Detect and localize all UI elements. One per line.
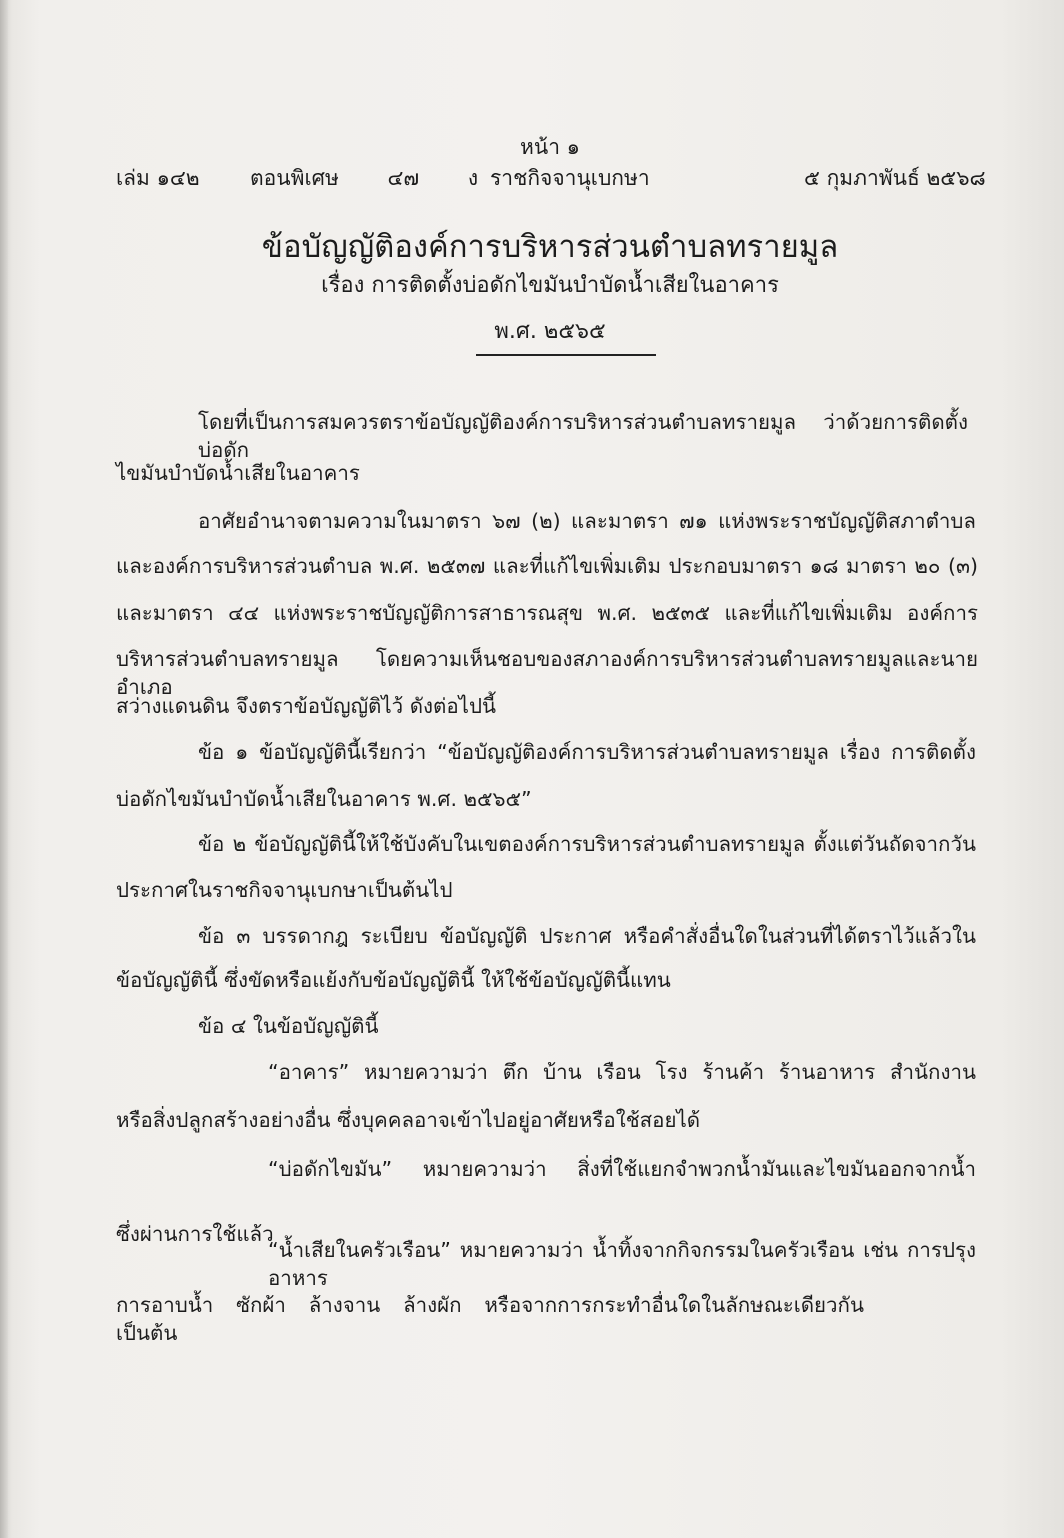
body-line: หรือสิ่งปลูกสร้างอย่างอื่น ซึ่งบุคคลอาจเข้าไปอยู่อาศัยหรือใช้สอยได้ [116,1108,701,1132]
body-line: อาศัยอำนาจตามความในมาตรา ๖๗ (๒) และมาตรา ๗๑ แห่งพระราชบัญญัติสภาตำบล [198,509,976,533]
body-line: สว่างแดนดิน จึงตราข้อบัญญัติไว้ ดังต่อไปนี้ [116,694,496,718]
document-title: ข้อบัญญัติองค์การบริหารส่วนตำบลทรายมูล [261,229,839,265]
body-line: และมาตรา ๔๔ แห่งพระราชบัญญัติการสาธารณสุข พ.ศ. ๒๕๓๕ และที่แก้ไขเพิ่มเติม องค์การ [116,601,978,625]
body-line: ข้อ ๑ ข้อบัญญัตินี้เรียกว่า “ข้อบัญญัติองค์การบริหารส่วนตำบลทรายมูล เรื่อง การติดตั้ง [198,740,976,764]
title-divider [476,354,656,356]
body-line: บ่อดักไขมันบำบัดน้ำเสียในอาคาร พ.ศ. ๒๕๖๕” [116,787,532,811]
body-line: ข้อ ๒ ข้อบัญญัตินี้ให้ใช้บังคับในเขตองค์การบริหารส่วนตำบลทรายมูล ตั้งแต่วันถัดจากวัน [198,832,976,856]
body-line: “อาคาร” หมายความว่า ตึก บ้าน เรือน โรง ร้านค้า ร้านอาหาร สำนักงาน [268,1060,976,1084]
body-line: ข้อ ๔ ในข้อบัญญัตินี้ [198,1014,379,1038]
document-subtitle: เรื่อง การติดตั้งบ่อดักไขมันบำบัดน้ำเสียในอาคาร [321,273,779,298]
body-line: “น้ำเสียในครัวเรือน” หมายความว่า น้ำทิ้งจากกิจกรรมในครัวเรือน เช่น การปรุงอาหาร [268,1238,976,1290]
document-year: พ.ศ. ๒๕๖๕ [494,319,606,344]
body-line: ประกาศในราชกิจจานุเบกษาเป็นต้นไป [116,878,453,902]
publication-name: ราชกิจจานุเบกษา [490,166,650,190]
volume-number: เล่ม ๑๔๒ [116,166,200,190]
body-line: ไขมันบำบัดน้ำเสียในอาคาร [116,461,360,485]
body-line: “บ่อดักไขมัน” หมายความว่า สิ่งที่ใช้แยกจำพวกน้ำมันและไขมันออกจากน้ำ [268,1157,976,1181]
page-number: หน้า ๑ [520,135,580,159]
body-line: ข้อ ๓ บรรดากฎ ระเบียบ ข้อบัญญัติ ประกาศ หรือคำสั่งอื่นใดในส่วนที่ได้ตราไว้แล้วใน [198,924,976,948]
body-line: การอาบน้ำ ซักผ้า ล้างจาน ล้างผัก หรือจากการกระทำอื่นใดในลักษณะเดียวกัน เป็นต้น [116,1293,864,1345]
gazette-header [0,162,1064,192]
publication-date: ๕ กุมภาพันธ์ ๒๕๖๘ [804,166,986,190]
body-line: ข้อบัญญัตินี้ ซึ่งขัดหรือแย้งกับข้อบัญญัตินี้ ให้ใช้ข้อบัญญัตินี้แทน [116,968,671,992]
section-number: ตอนพิเศษ ๔๗ ง [250,166,479,190]
body-line: โดยที่เป็นการสมควรตราข้อบัญญัติองค์การบริหารส่วนตำบลทรายมูล ว่าด้วยการติดตั้งบ่อดัก [198,410,968,462]
body-line: และองค์การบริหารส่วนตำบล พ.ศ. ๒๕๓๗ และที่แก้ไขเพิ่มเติม ประกอบมาตรา ๑๘ มาตรา ๒๐ (๓) [116,554,978,578]
body-line: ซึ่งผ่านการใช้แล้ว [116,1222,274,1246]
body-line: บริหารส่วนตำบลทรายมูล โดยความเห็นชอบของสภาองค์การบริหารส่วนตำบลทรายมูลและนายอำเภอ [116,647,978,699]
